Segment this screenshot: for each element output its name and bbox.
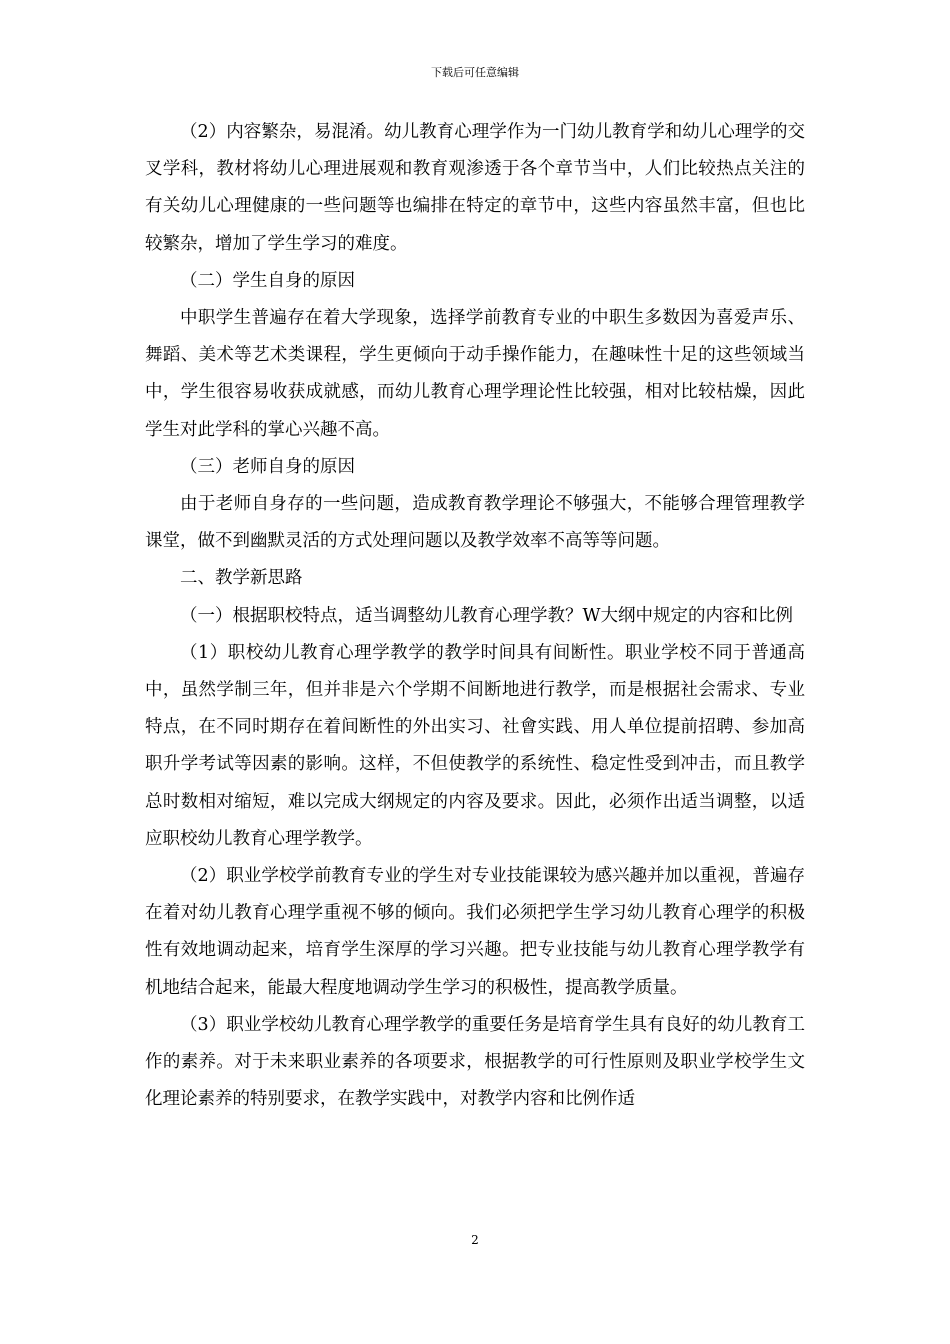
paragraph-professional-literacy: （3）职业学校幼儿教育心理学教学的重要任务是培育学生具有良好的幼儿教育工作的素养。对于未来职业素养的各项要求，根据教学的可行性原则及职业学校学生文化理论素养的特别要求，在教学实践中，对教学内容和比例作适 <box>145 1014 805 1110</box>
paragraph-student-reasons: 中职学生普遍存在着大学现象，选择学前教育专业的中职生多数因为喜爱声乐、舞蹈、美术等艺术类课程，学生更倾向于动手操作能力，在趣味性十足的这些领域当中，学生很容易收获成就感，而幼儿教育心理学理论性比较强，相对比较枯燥，因此学生对此学科的掌心兴趣不高。 <box>145 308 805 440</box>
heading-teacher-reasons: （三）老师自身的原因 <box>180 456 355 477</box>
paragraph-professional-skills: （2）职业学校学前教育专业的学生对专业技能课较为感兴趣并加以重视，普遍存在着对幼儿教育心理学重视不够的倾向。我们必须把学生学习幼儿教育心理学的积极性有效地调动起来，培育学生深厚的学习兴趣。把专业技能与幼儿教育心理学教学有机地结合起来，能最大程度地调动学生学习的积极性，提高教学质量。 <box>145 866 805 998</box>
paragraph-content-complexity: （2）内容繁杂，易混淆。幼儿教育心理学作为一门幼儿教育学和幼儿心理学的交叉学科，教材将幼儿心理进展观和教育观渗透于各个章节当中，人们比较热点关注的有关幼儿心理健康的一些问题等也编排在特定的章节中，这些内容虽然丰富，但也比较繁杂，增加了学生学习的难度。 <box>145 122 805 254</box>
page-header: 下载后可任意编辑 <box>431 66 519 79</box>
heading-student-reasons: （二）学生自身的原因 <box>180 270 355 291</box>
page-number: 2 <box>471 1233 479 1247</box>
heading-new-teaching-ideas: 二、教学新思路 <box>180 568 303 589</box>
heading-adjust-syllabus: （一）根据职校特点，适当调整幼儿教育心理学教？W大纲中规定的内容和比例 <box>180 605 793 626</box>
paragraph-intermittent-teaching: （1）职校幼儿教育心理学教学的教学时间具有间断性。职业学校不同于普通高中，虽然学制三年，但并非是六个学期不间断地进行教学，而是根据社会需求、专业特点，在不同时期存在着间断性的外出实习、社會实践、用人单位提前招聘、参加高职升学考试等因素的影响。这样，不但使教学的系统性、稳定性受到冲击，而且教学总时数相对缩短，难以完成大纲规定的内容及要求。因此，必须作出适当调整，以适应职校幼儿教育心理学教学。 <box>145 642 805 849</box>
document-body <box>145 114 805 1118</box>
paragraph-teacher-reasons: 由于老师自身存的一些问题，造成教育教学理论不够强大，不能够合理管理教学课堂，做不到幽默灵活的方式处理问题以及教学效率不高等等问题。 <box>145 494 805 552</box>
